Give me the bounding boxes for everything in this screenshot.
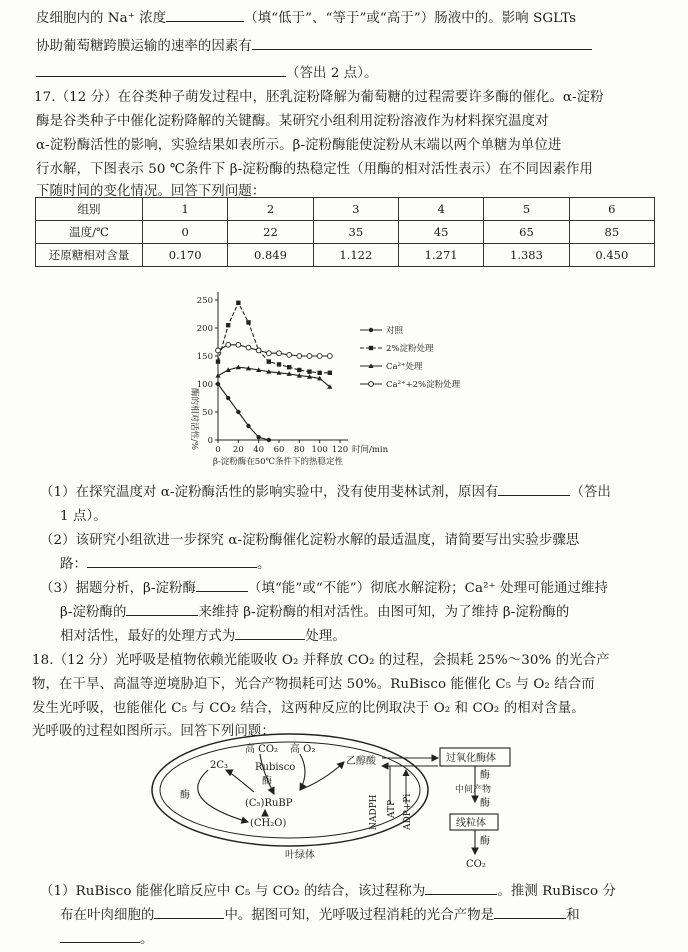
q17-stem: 17.（12 分）在谷类种子萌发过程中，胚乳淀粉降解为葡萄糖的过程需要许多酶的催化。α-淀粉 <box>34 90 604 105</box>
data-point <box>317 371 321 375</box>
answer-blank[interactable] <box>425 882 497 895</box>
arrow-c3 <box>226 770 254 792</box>
table-cell: 85 <box>569 221 654 244</box>
text-line: （1）在探究温度对 α-淀粉酶活性的影响实验中，没有使用斐林试剂，原因有 （答出 <box>40 485 611 500</box>
text-line: 路： 。 <box>60 557 271 572</box>
data-point <box>267 438 271 442</box>
data-point <box>226 342 231 347</box>
table-cell: 还原糖相对含量 <box>36 244 143 267</box>
series-line <box>218 303 330 373</box>
series-line <box>218 384 269 440</box>
x-tick-label: 80 <box>293 445 305 455</box>
enzyme-2-label: 酶 <box>480 798 490 809</box>
table-cell: 0.849 <box>228 244 313 267</box>
table-header-row <box>36 198 655 221</box>
data-point <box>215 373 220 378</box>
adppi-label: ADP+Pi <box>403 793 413 830</box>
intermediate-label: 中间产物 <box>455 785 492 795</box>
x-tick-label: 120 <box>331 445 349 455</box>
table-cell: 5 <box>484 198 569 221</box>
high-o2-label: 高 O₂ <box>290 744 316 755</box>
data-point <box>297 354 302 359</box>
co2-out-label: CO₂ <box>466 859 486 870</box>
q17-stem: 行水解，下图表示 50 ℃条件下 β-淀粉酶的热稳定性（用酶的相对活性表示）在不同因素作用 <box>36 162 594 177</box>
q18-stem: 光呼吸的过程如图所示。回答下列问题： <box>32 724 275 739</box>
peroxisome-label: 过氧化酶体 <box>446 753 496 764</box>
text-line: （答出 2 点）。 <box>36 62 378 81</box>
text-line: 相对活性，最好的处理方式为 处理。 <box>60 629 346 644</box>
table-cell: 0.450 <box>569 244 654 267</box>
text-line: 布在叶肉细胞的 中。据图可知，光呼吸过程消耗的光合产物是 和 <box>60 908 580 923</box>
legend-marker <box>369 346 373 350</box>
data-point <box>307 369 311 373</box>
data-point <box>287 352 292 357</box>
nadph-label: NADPH <box>369 794 379 830</box>
x-tick-label: 100 <box>311 445 328 455</box>
table-row <box>36 221 655 244</box>
data-point <box>246 345 251 350</box>
x-tick-label: 20 <box>232 445 244 455</box>
data-point <box>266 351 271 356</box>
y-axis-label: 酶的相对活性/% <box>189 388 199 450</box>
rubisco-enzyme-label: 酶 <box>262 776 272 787</box>
chart-caption: β-淀粉酶在50℃条件下的热稳定性 <box>212 457 344 467</box>
table-cell: 6 <box>569 198 654 221</box>
answer-blank[interactable] <box>494 906 566 919</box>
table-cell: 1.383 <box>484 244 569 267</box>
answer-blank[interactable] <box>196 579 248 592</box>
chloroplast-inner <box>160 742 420 838</box>
table-row <box>36 244 655 267</box>
text-line: （2）该研究小组欲进一步探究 α-淀粉酶催化淀粉水解的最适温度，请简要写出实验步骤思 <box>40 533 580 548</box>
answer-blank[interactable] <box>235 627 305 640</box>
x-tick-label: 60 <box>273 445 285 455</box>
data-point <box>216 348 221 353</box>
table-cell: 温度/℃ <box>36 221 143 244</box>
answer-blank[interactable] <box>60 930 140 943</box>
answer-blank[interactable] <box>154 906 224 919</box>
legend-marker <box>369 382 374 387</box>
ch2o-label: (CH₂O) <box>250 818 287 829</box>
high-co2-label: 高 CO₂ <box>245 744 279 755</box>
data-point <box>297 368 301 372</box>
table-cell: 45 <box>398 221 483 244</box>
enzyme-left-label: 酶 <box>180 790 190 801</box>
x-axis-label: 时间/min <box>352 445 389 455</box>
table-cell: 组别 <box>36 198 143 221</box>
data-point <box>236 410 240 414</box>
x-tick-label: 0 <box>215 445 221 455</box>
legend-marker <box>369 328 373 332</box>
y-tick-label: 0 <box>207 436 213 446</box>
chloroplast-label: 叶绿体 <box>285 850 315 861</box>
text-line: 1 点）。 <box>60 509 107 524</box>
series-line <box>218 367 330 387</box>
rubisco-label: Rubisco <box>255 762 296 773</box>
table-cell: 22 <box>228 221 313 244</box>
answer-blank[interactable] <box>252 37 592 50</box>
y-tick-label: 50 <box>202 408 213 418</box>
y-tick-label: 200 <box>196 324 213 334</box>
answer-blank[interactable] <box>166 9 244 22</box>
answer-blank[interactable] <box>498 483 570 496</box>
q17-stem: 酶是谷类种子中催化淀粉降解的关键酶。某研究小组利用淀粉溶液作为材料探究温度对 <box>36 114 549 129</box>
data-point <box>277 351 282 356</box>
y-tick-label: 100 <box>196 380 213 390</box>
text-line: 协助葡萄糖跨膜运输的速率的因素有 <box>36 35 592 54</box>
text-line: （3）据题分析，β-淀粉酶 （填“能”或“不能”）彻底水解淀粉；Ca²⁺ 处理可能通过维持 <box>40 581 608 596</box>
arrow-o2 <box>300 754 305 790</box>
q17-stem: 下随时间的变化情况。回答下列问题： <box>36 184 266 199</box>
data-point <box>267 359 271 363</box>
answer-blank[interactable] <box>126 603 198 616</box>
data-point <box>236 301 240 305</box>
table-cell: 3 <box>313 198 398 221</box>
text-line: （1）RuBisco 能催化暗反应中 C₅ 与 CO₂ 的结合，该过程称为 。推测 RuBisco 分 <box>40 884 617 899</box>
table-cell: 2 <box>228 198 313 221</box>
photorespiration-diagram <box>150 730 550 870</box>
data-point <box>216 382 220 386</box>
y-tick-label: 150 <box>196 352 213 362</box>
table-cell: 4 <box>398 198 483 221</box>
arrow-co2-in <box>260 754 274 794</box>
table-cell: 0 <box>143 221 228 244</box>
data-point <box>246 424 250 428</box>
table-cell: 65 <box>484 221 569 244</box>
text-line: 皮细胞内的 Na⁺ 浓度 （填“低于”、“等于”或“高于”）肠液中的。影响 SGLTs <box>36 11 577 26</box>
data-point <box>236 342 241 347</box>
mitochondria-label: 线粒体 <box>456 818 486 829</box>
x-tick-label: 40 <box>253 445 265 455</box>
arrow-cycle-left <box>198 770 248 822</box>
rubp-label: (C₅)RuBP <box>245 798 293 809</box>
data-point <box>307 354 312 359</box>
data-point <box>327 354 332 359</box>
q18-stem: 物，在干旱、高温等逆境胁迫下，光合产物损耗可达 50%。RuBisco 能催化 C₅ 与 O₂ 结合而 <box>32 677 595 692</box>
table-cell: 0.170 <box>143 244 228 267</box>
data-point <box>246 320 250 324</box>
q17-stem: α-淀粉酶活性的影响，实验结果如表所示。β-淀粉酶能使淀粉从末端以两个单糖为单位进 <box>36 138 562 153</box>
data-point <box>256 348 261 353</box>
q18-stem: 发生光呼吸，也能催化 C₅ 与 CO₂ 结合，这两种反应的比例取决于 O₂ 和 CO₂ 的相对含量。 <box>32 701 585 716</box>
text-line: β-淀粉酶的 来维持 β-淀粉酶的相对活性。由图可知，为了维持 β-淀粉酶的 <box>60 605 570 620</box>
table-cell: 35 <box>313 221 398 244</box>
data-point <box>226 396 230 400</box>
data-point <box>317 354 322 359</box>
table-cell: 1 <box>143 198 228 221</box>
data-table <box>35 197 655 267</box>
data-point <box>287 365 291 369</box>
glycolic-acid-label: 乙醇酸 <box>346 756 376 767</box>
c3-label: 2C₃ <box>210 760 229 771</box>
y-tick-label: 250 <box>196 296 213 306</box>
arrow-to-glycolic <box>300 762 344 790</box>
table-cell: 1.122 <box>313 244 398 267</box>
enzyme-3-label: 酶 <box>480 836 490 847</box>
data-point <box>256 435 260 439</box>
series-line <box>218 345 330 356</box>
enzyme-stability-chart <box>160 288 520 468</box>
data-point <box>226 323 230 327</box>
enzyme-1-label: 酶 <box>480 770 490 781</box>
atp-label: ATP <box>387 799 397 818</box>
legend-label: Ca²⁺+2%淀粉处理 <box>386 380 461 390</box>
table-cell: 1.271 <box>398 244 483 267</box>
answer-blank[interactable] <box>87 555 257 568</box>
data-point <box>277 362 281 366</box>
answer-blank[interactable] <box>36 64 286 77</box>
data-point <box>328 371 332 375</box>
data-point <box>216 359 220 363</box>
text-line: 。 <box>60 928 154 947</box>
legend-label: Ca²⁺处理 <box>386 362 423 372</box>
q18-stem: 18.（12 分）光呼吸是植物依赖光能吸收 O₂ 并释放 CO₂ 的过程，会损耗 25%～30% 的光合产 <box>32 653 610 668</box>
legend-label: 2%淀粉处理 <box>386 344 434 354</box>
legend-label: 对照 <box>386 326 404 336</box>
